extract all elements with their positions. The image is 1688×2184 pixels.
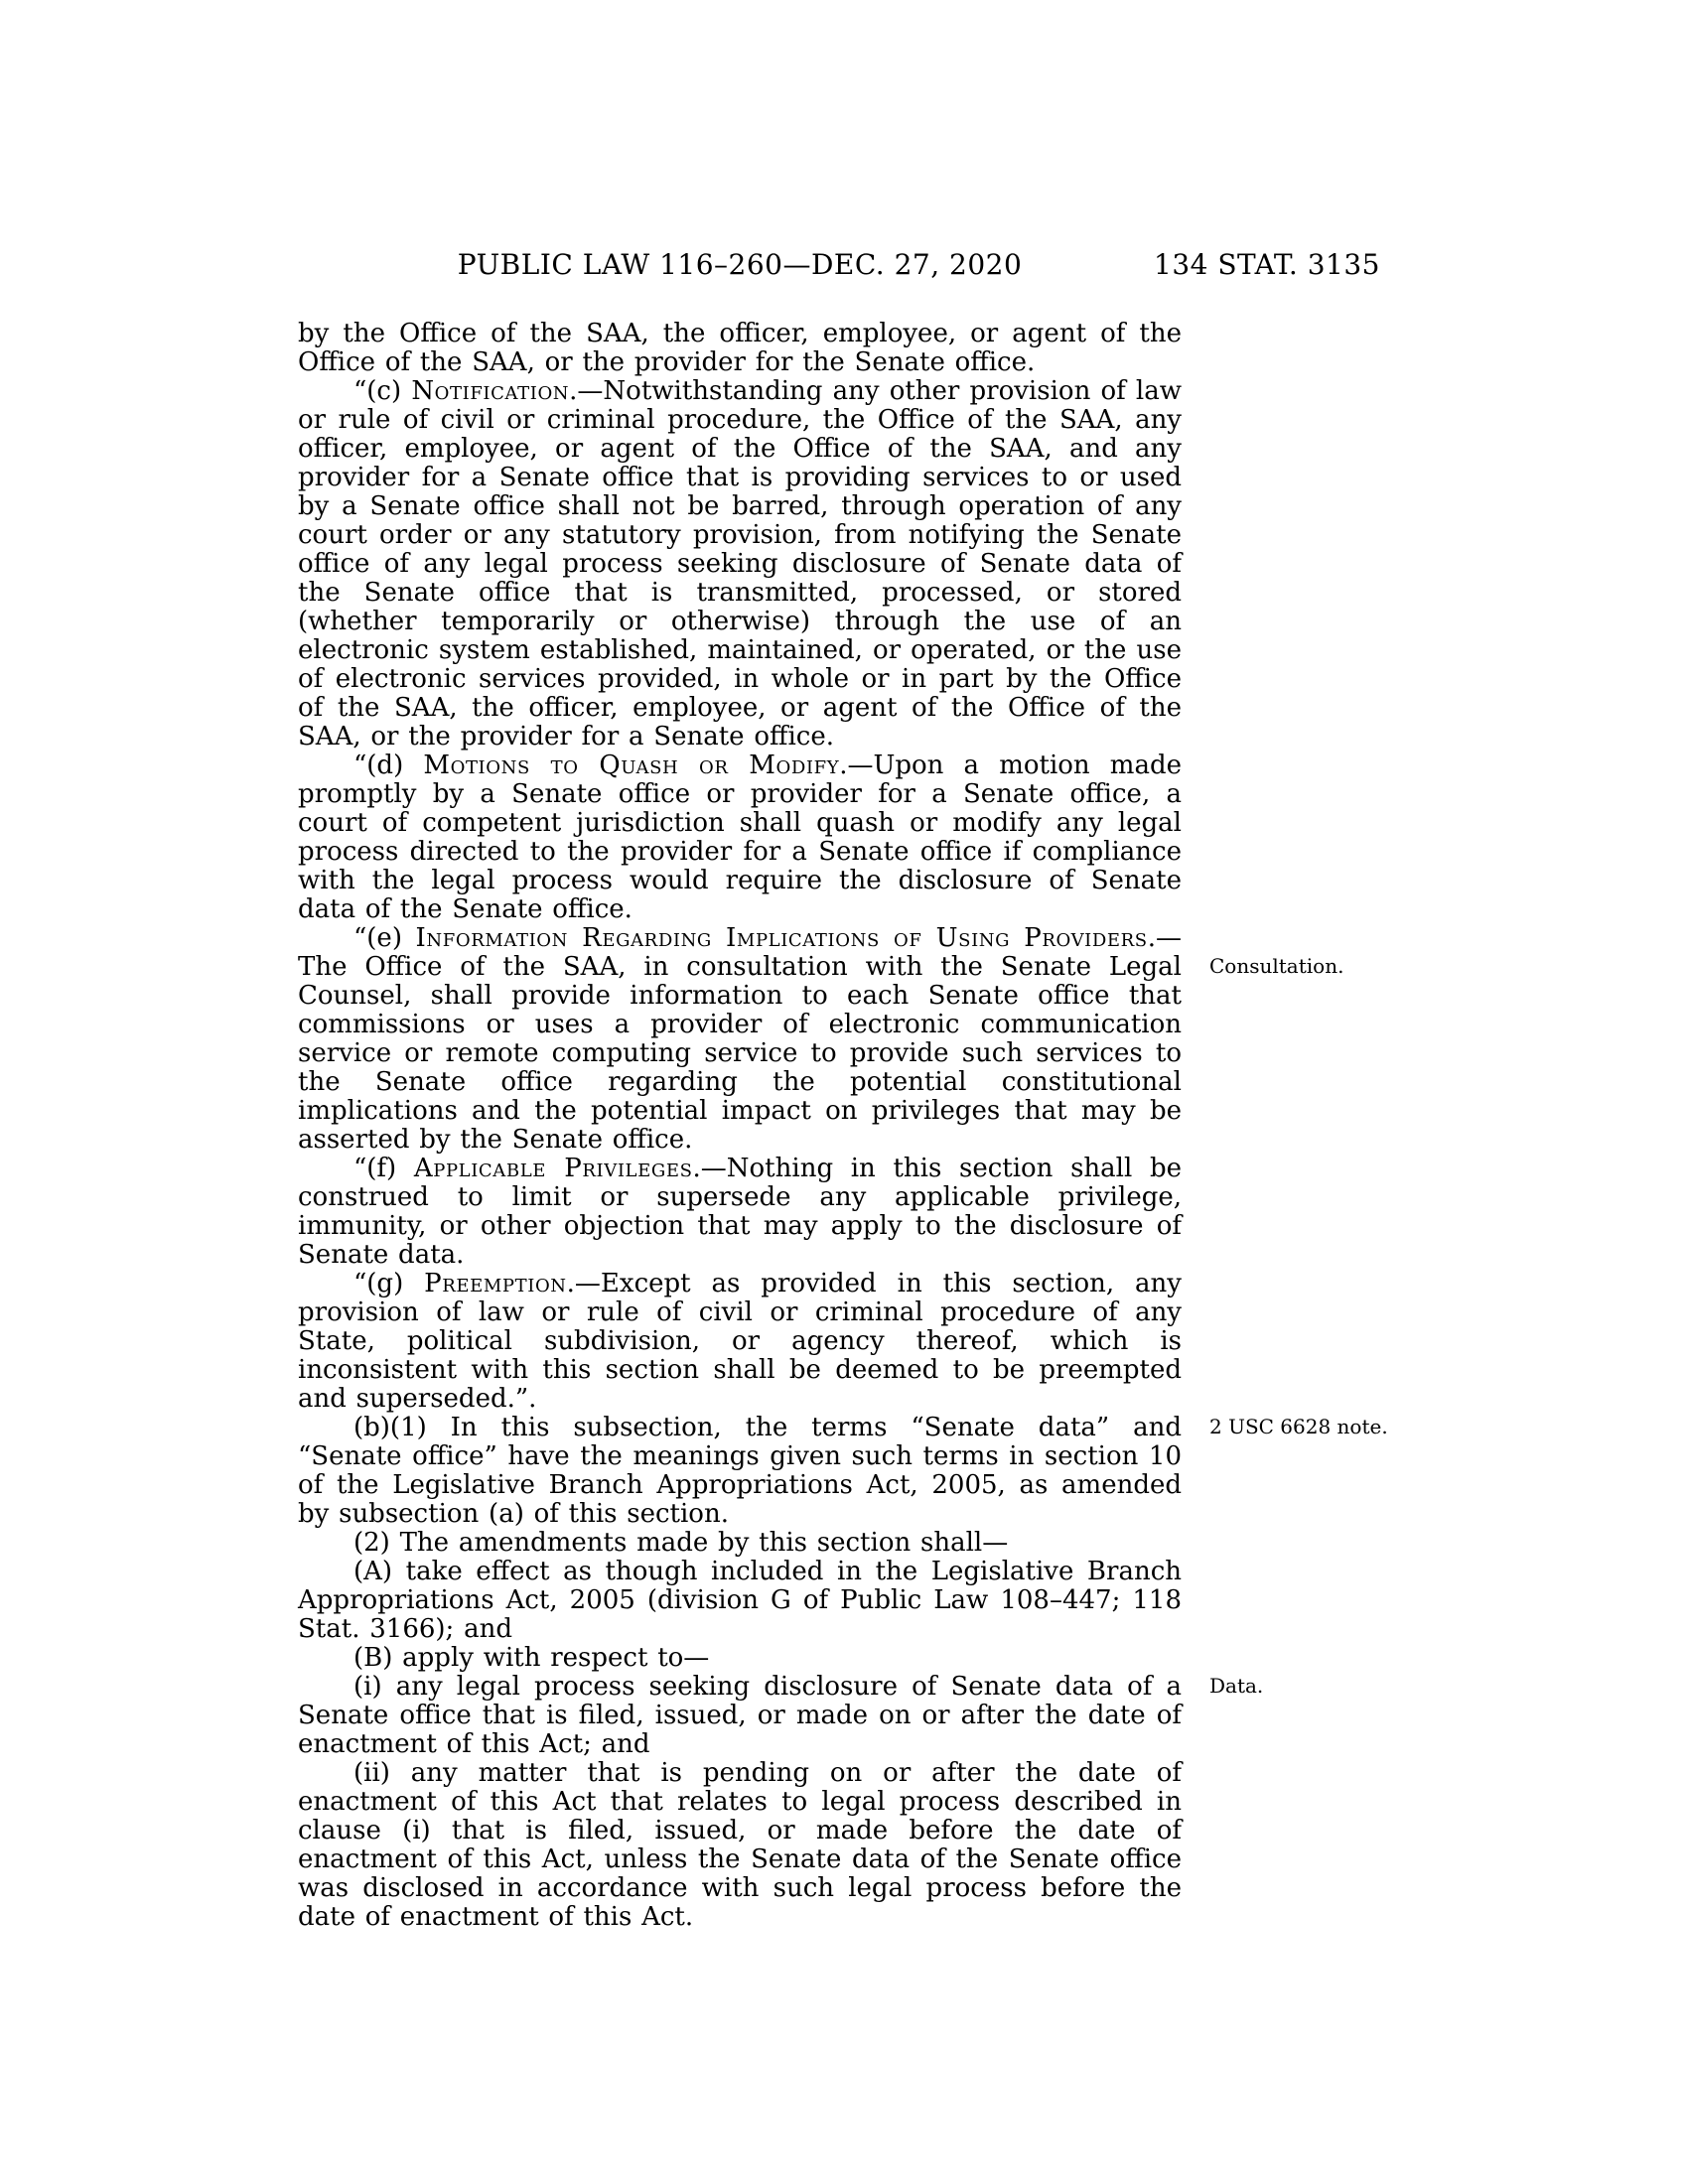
smallcaps-heading: Motions to Quash or Modify	[423, 751, 840, 780]
text-run: .—Upon a motion made promptly by a Senate office or provider for a Senate office, a court of competent jurisdiction shall quash or modify any legal process directed to the provider for a Senate office if compliance with the legal process would require the disclosure of Senate data of the Senate office.	[298, 751, 1182, 924]
para-subsection-g	[298, 1270, 1182, 1414]
text-run: “(c)	[353, 376, 412, 406]
para-b1	[298, 1414, 1182, 1529]
text-run: “(d)	[353, 751, 424, 780]
text-run: .—Except as provided in this section, any provision of law or rule of civil or criminal procedure of any State, political subdivision, or agency thereof, which is inconsistent with this section shall be deemed to be preempted and superseded.”.	[298, 1269, 1182, 1414]
para-subsection-d	[298, 751, 1182, 924]
text-run: (2) The amendments made by this section shall—	[353, 1528, 1009, 1558]
text-run: .—Nothing in this section shall be construed to limit or supersede any applicable privilege, immunity, or other objection that may apply to the disclosure of Senate data.	[298, 1154, 1183, 1270]
statute-body-text	[298, 320, 1182, 1932]
text-run: (b)(1) In this subsection, the terms “Senate data” and “Senate office” have the meanings given such terms in section 10 of the Legislative Branch Appropriations Act, 2005, as amended by subsection (a) of this section.	[298, 1413, 1182, 1529]
text-run: “(g)	[353, 1269, 425, 1298]
para-b2	[298, 1529, 1182, 1558]
para-b2Bi	[298, 1673, 1182, 1759]
text-run: “(e)	[353, 923, 416, 953]
text-run: .—The Office of the SAA, in consultation with the Senate Legal Counsel, shall provide information to each Senate office that commissions or uses a provider of electronic communication service or remote computing service to provide such services to the Senate office regarding the potential constitutional implications and the potential impact on privileges that may be asserted by the Senate office.	[298, 923, 1182, 1155]
para-subsection-c	[298, 377, 1182, 751]
text-run: (B) apply with respect to—	[353, 1643, 710, 1673]
para-b2B	[298, 1644, 1182, 1673]
running-head-stat-page-number: 134 STAT. 3135	[1154, 248, 1380, 281]
para-subsection-e	[298, 924, 1182, 1155]
smallcaps-heading: Notification	[411, 376, 570, 406]
margin-note-consultation: Consultation.	[1209, 954, 1344, 978]
margin-note-usc-citation: 2 USC 6628 note.	[1209, 1415, 1388, 1438]
text-run: by the Office of the SAA, the officer, employee, or agent of the Office of the SAA, or the provider for the Senate office.	[298, 319, 1182, 377]
text-run: (ii) any matter that is pending on or after the date of enactment of this Act that relates to legal process described in clause (i) that is filed, issued, or made before the date of enactment of this Act, unless the Senate data of the Senate office was disclosed in accordance with such legal process before the date of enactment of this Act.	[298, 1758, 1182, 1932]
text-run: (i) any legal process seeking disclosure of Senate data of a Senate office that is filed, issued, or made on or after the date of enactment of this Act; and	[298, 1672, 1182, 1759]
running-head-law-title: PUBLIC LAW 116–260—DEC. 27, 2020	[457, 248, 1023, 281]
smallcaps-heading: Preemption	[424, 1269, 567, 1298]
para-subsection-f	[298, 1155, 1182, 1270]
margin-note-data: Data.	[1209, 1674, 1264, 1698]
text-run: .—Notwithstanding any other provision of law or rule of civil or criminal procedure, the Office of the SAA, any officer, employee, or agent of the Office of the SAA, and any provider for a Senate office that is providing services to or used by a Senate office shall not be barred, through operation of any court order or any statutory provision, from notifying the Senate office of any legal process seeking disclosure of Senate data of the Senate office that is transmitted, processed, or stored (whether temporarily or otherwise) through the use of an electronic system established, maintained, or operated, or the use of electronic services provided, in whole or in part by the Office of the SAA, the officer, employee, or agent of the Office of the SAA, or the provider for a Senate office.	[298, 376, 1182, 751]
text-run: (A) take effect as though included in the Legislative Branch Appropriations Act, 2005 (division G of Public Law 108–447; 118 Stat. 3166); and	[298, 1557, 1182, 1644]
text-run: “(f)	[353, 1154, 414, 1183]
para-b2A	[298, 1558, 1182, 1644]
smallcaps-heading: Applicable Privileges	[413, 1154, 693, 1183]
smallcaps-heading: Information Regarding Implications of Using Providers	[415, 923, 1148, 953]
para-b2Bii	[298, 1759, 1182, 1932]
para-continuation	[298, 320, 1182, 377]
